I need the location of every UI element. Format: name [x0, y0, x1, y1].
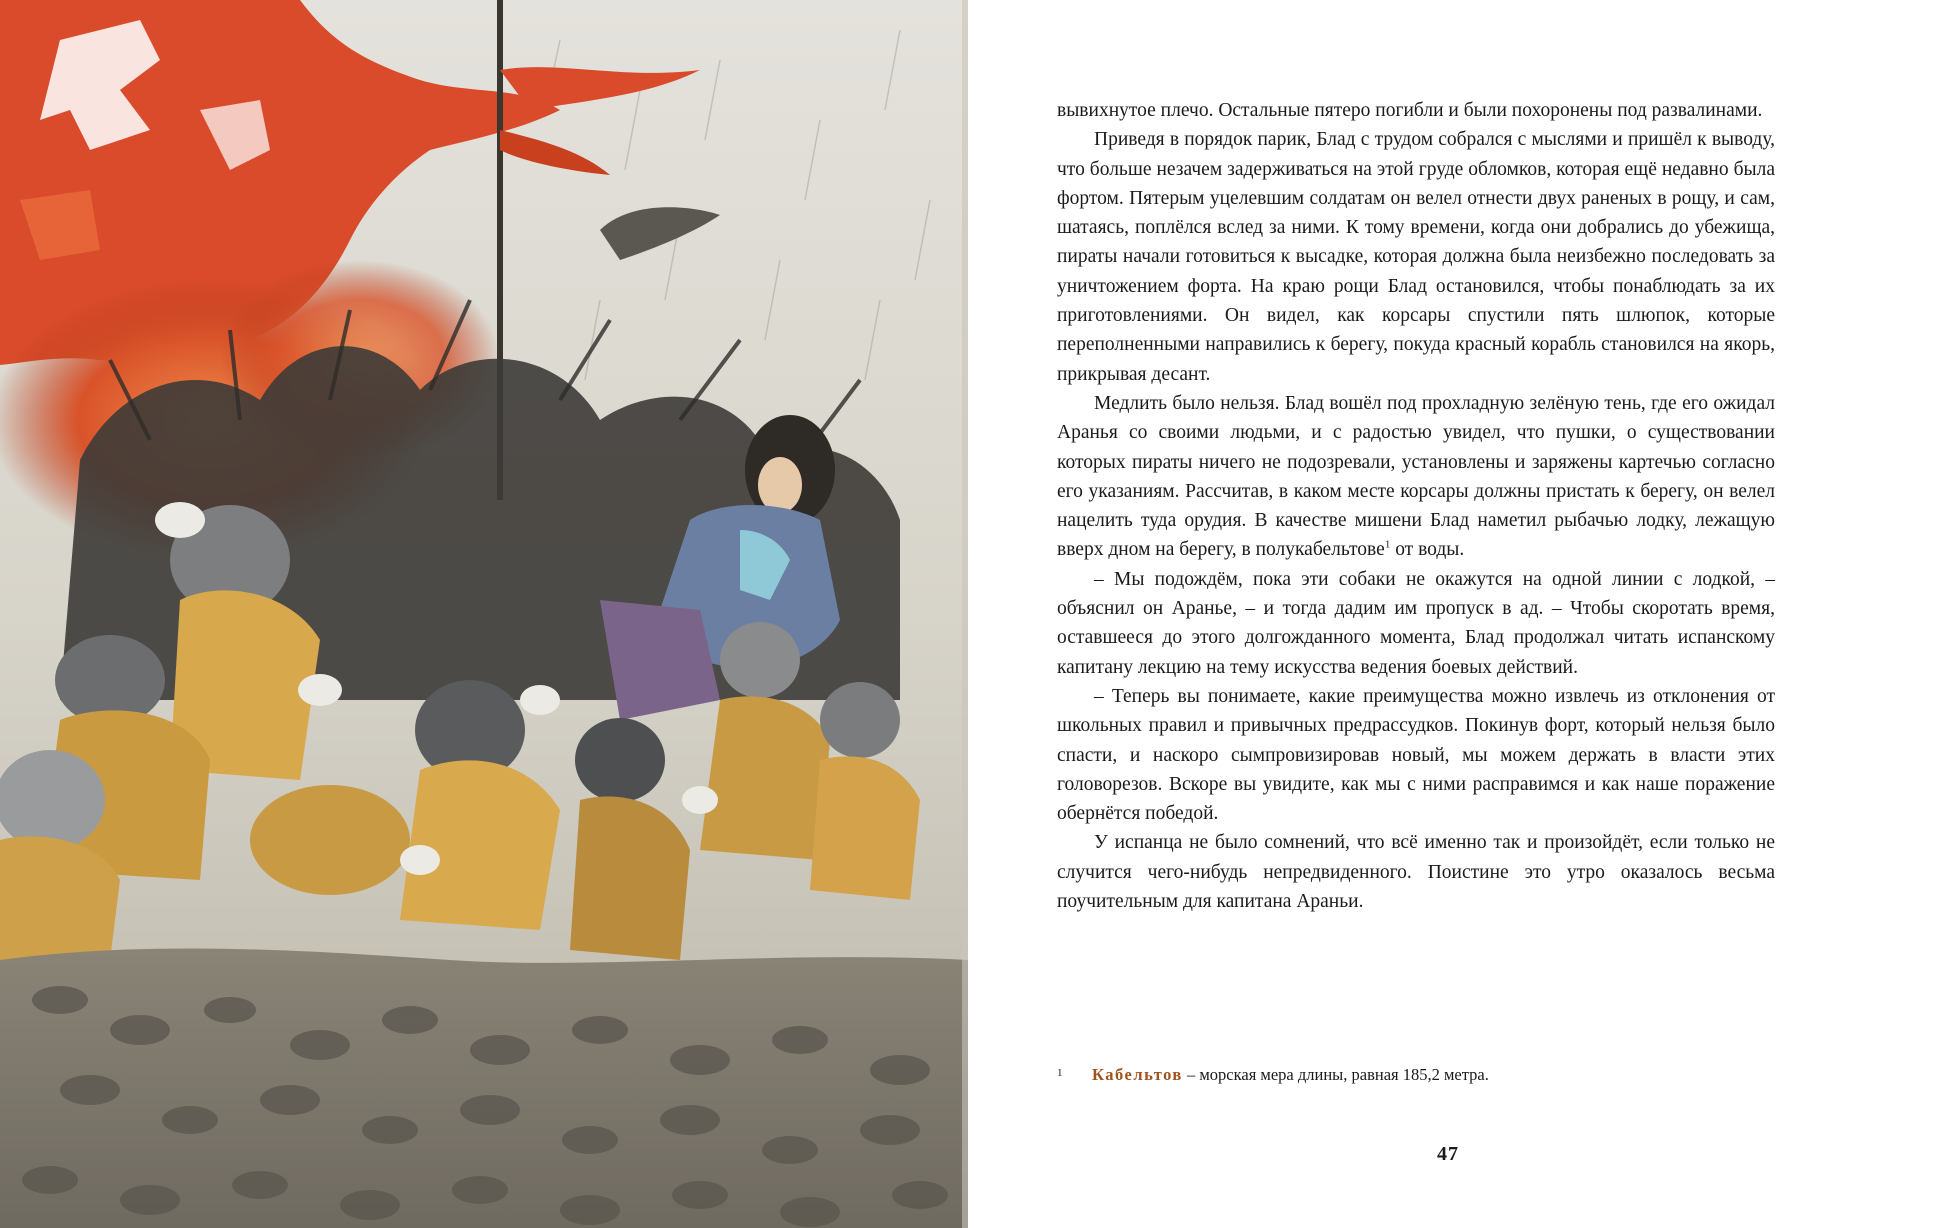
paragraph: вывихнутое плечо. Остальные пятеро погибли и были похоронены под развалинами.: [1057, 100, 1763, 121]
footnote: [1057, 1064, 1775, 1086]
battle-illustration: [0, 0, 968, 1228]
paragraph-text-cont: от воды.: [1395, 539, 1465, 561]
paragraph: – Теперь вы понимаете, какие преимущества можно извлечь из отклонения от школьных правил и привычных предрассудков. Покинув форт, который нельзя было спасти, и наскоро сымпровизировав новый, мы можем держать в власти этих головорезов. Вскоре вы увидите, как мы с ними расправимся и как наше поражение обернётся победой.: [1057, 685, 1775, 825]
page-number: 47: [1437, 1143, 1459, 1165]
battle-scene-illustration-icon: [0, 0, 968, 1228]
footnote-term: Кабельтов: [1092, 1065, 1183, 1084]
footnote-definition: – морская мера длины, равная 185,2 метра.: [1182, 1065, 1489, 1084]
footnote-number: 1: [1057, 1067, 1063, 1079]
paragraph: У испанца не было сомнений, что всё именно так и произойдёт, если только не случится чего-нибудь непредвиденного. Поистине это утро оказалось весьма поучительным для капитана Араньи.: [1057, 832, 1775, 913]
paragraph: Приведя в порядок парик, Блад с трудом собрался с мыслями и пришёл к выводу, что больше незачем задерживаться на этой груде обломков, которая ещё недавно была фортом. Пятерым уцелевшим солдатам он велел отнести двух раненых в рощу, и сам, шатаясь, поплёлся вслед за ними. К тому времени, когда они добрались до убежища, пираты начали готовиться к высадке, которая должна была неизбежно последовать за уничтожением форта. На краю рощи Блад остановился, чтобы понаблюдать за их приготовлениями. Он видел, как корсары спустили пять шлюпок, которые переполненными направились к берегу, покуда красный корабль становился на якорь, прикрывая десант.: [1057, 129, 1775, 385]
footnote-marker[interactable]: 1: [1384, 538, 1391, 551]
text-page: [968, 0, 1937, 1228]
paragraph: – Мы подождём, пока эти собаки не окажутся на одной линии с лодкой, – объяснил он Аранье, – и тогда дадим им пропуск в ад. – Чтобы скоротать время, оставшееся до этого долгожданного момента, Блад продолжал читать испанскому капитану лекцию на тему искусства ведения боевых действий.: [1057, 568, 1775, 678]
text-body: [1057, 96, 1775, 916]
paragraph-text: Медлить было нельзя. Блад вошёл под прохладную зелёную тень, где его ожидал Аранья со своими людьми, и с радостью увидел, что пушки, о существовании которых пираты ничего не подозревали, установлены и заряжены картечью согласно его указаниям. Рассчитав, в каком месте корсары должны пристать к берегу, он велел нацелить туда орудия. В качестве мишени Блад наметил рыбачью лодку, лежащую вверх дном на берегу, в полукабельтове: [1057, 392, 1775, 561]
paragraph: [1057, 389, 1775, 565]
